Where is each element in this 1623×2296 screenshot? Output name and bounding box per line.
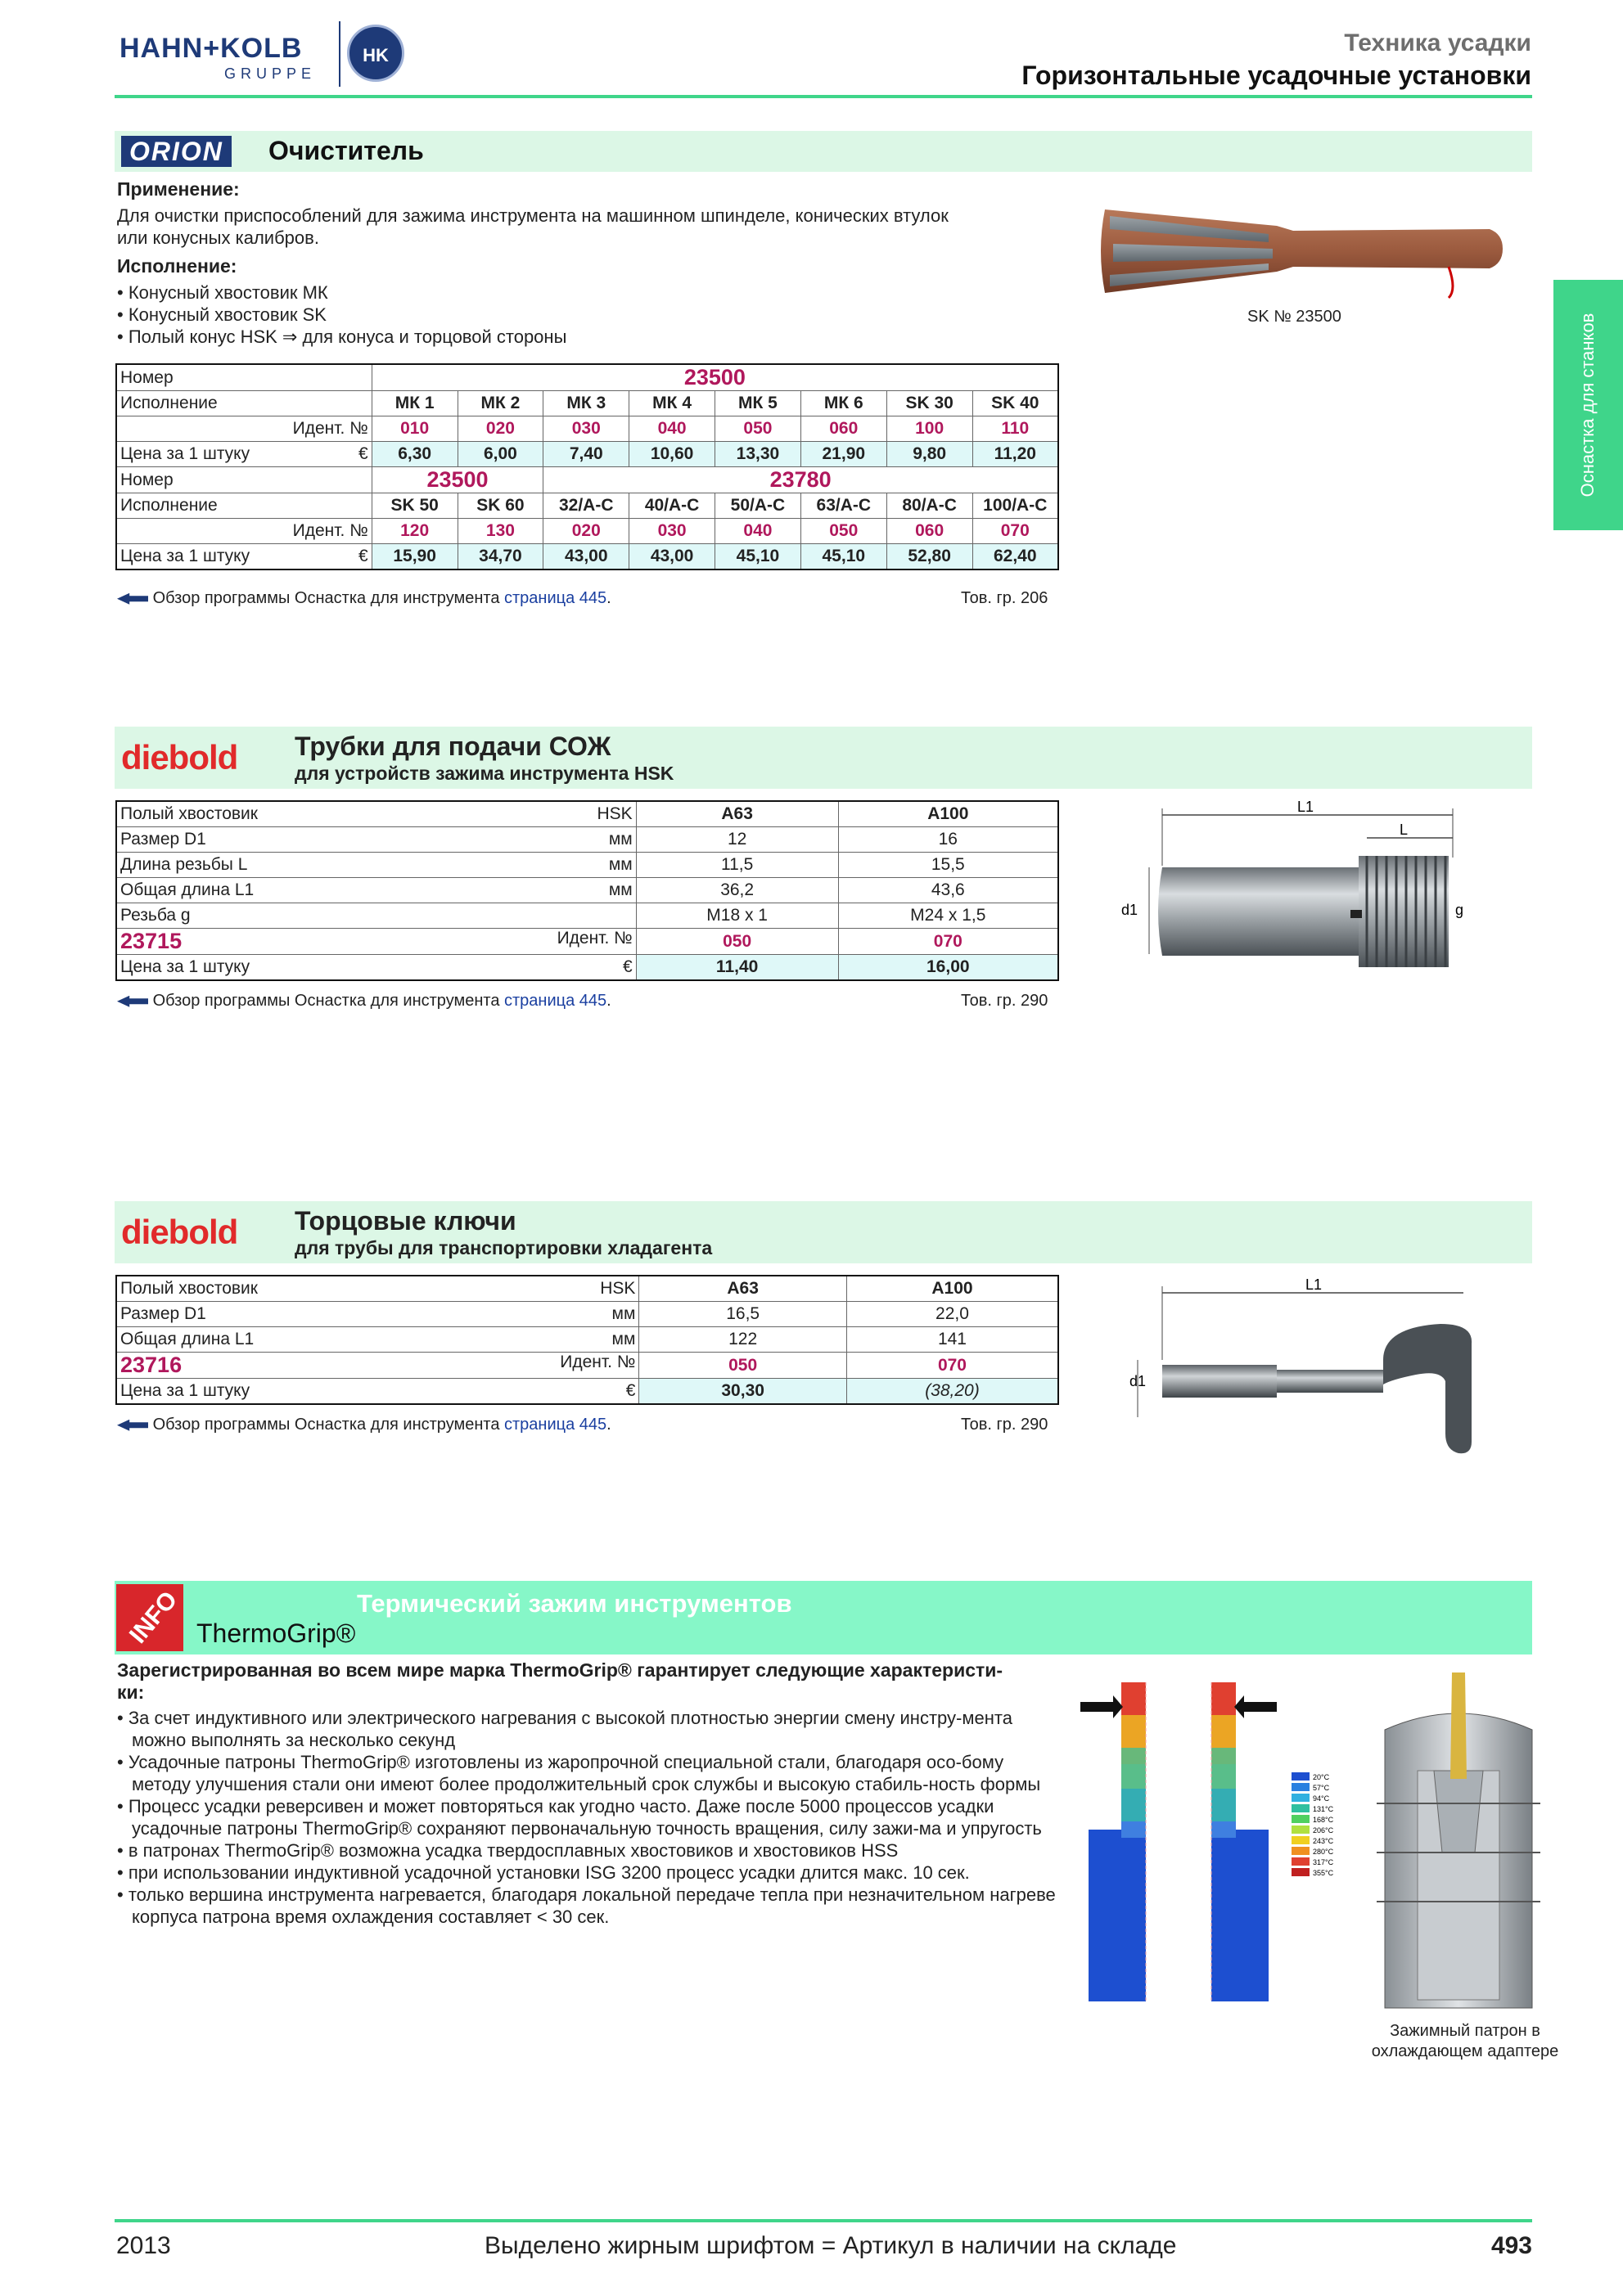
thermogrip-intro: Зарегистрированная во всем мире марка ThermoGrip® гарантирует следующие характеристи- ки: (117, 1659, 1003, 1703)
side-tab-label: Оснастка для станков (1577, 313, 1598, 497)
list-item: • только вершина инструмента нагревается, благодаря локальной передаче тепла при незначительном нагреве корпуса патрона время охлаждения составляет < 30 сек. (117, 1884, 1056, 1927)
table-row: Размер D1 мм 16,5 22,0 (116, 1302, 1058, 1327)
list-item: • Процесс усадки реверсивен и может повторяться как угодно часто. Даже после 5000 процессов усадки усадочные патроны ThermoGrip® сохраняют первоначальную точность вращения, силу зажи-ма и упругость (117, 1796, 1042, 1839)
section-title: Термический зажим инструментов (357, 1589, 792, 1618)
table-row: Цена за 1 штуку € 15,90 34,70 43,00 43,00 45,10 45,10 52,80 62,40 (116, 544, 1058, 570)
thermal-simulation-image (1080, 1666, 1359, 2010)
arrow-left-icon (117, 1420, 148, 1431)
table-row: Исполнение SK 50 SK 60 32/A-C 40/A-C 50/A-C 63/A-C 80/A-C 100/A-C (116, 493, 1058, 519)
execution-list (117, 281, 690, 348)
table-row: Полый хвостовик HSK A63 A100 (116, 801, 1058, 827)
label-d1: d1 (1121, 902, 1138, 918)
label-d1: d1 (1129, 1373, 1147, 1389)
svg-text:280°C: 280°C (1313, 1848, 1334, 1856)
product-group: Тов. гр. 290 (961, 992, 1048, 1010)
list-item: • при использовании индуктивной усадочной установки ISG 3200 процесс усадки длится макс. 10 сек. (117, 1862, 970, 1883)
table-row: Длина резьбы L мм 11,5 15,5 (116, 853, 1058, 878)
coolant-tube-drawing (1121, 800, 1473, 997)
svg-text:206°C: 206°C (1313, 1826, 1334, 1835)
logo-subtext: GRUPPE (224, 65, 317, 82)
table-row: Общая длина L1 мм 122 141 (116, 1327, 1058, 1353)
thermogrip-logo: ThermoGrip® (196, 1618, 356, 1648)
product-group: Тов. гр. 206 (961, 589, 1048, 607)
section-subtitle: для трубы для транспортировки хладагента (295, 1237, 713, 1258)
list-item: • в патронах ThermoGrip® возможна усадка твердосплавных хвостовиков и хвостовиков HSS (117, 1840, 899, 1861)
section-subtitle: для устройств зажима инструмента HSK (295, 763, 674, 784)
table-row: 23716 Идент. № 050 070 (116, 1353, 1058, 1379)
arrow-left-icon (117, 996, 148, 1007)
list-item: • Усадочные патроны ThermoGrip® изготовлены из жаропрочной специальной стали, благодаря осо-бому методу улучшения стали они имеют более продолжительный срок службы и высокую стабиль-ность формы (117, 1752, 1041, 1794)
logo-divider (339, 21, 340, 87)
page-title: Горизонтальные усадочные установки (1021, 61, 1531, 90)
table-row: Идент. № 120 130 020 030 040 050 060 070 (116, 519, 1058, 544)
list-item: • За счет индуктивного или электрического нагревания с высокой плотностью энергии смену инстру-мента можно выполнять за несколько секунд (117, 1708, 1012, 1750)
label-l: L (1400, 822, 1409, 838)
diebold-logo: diebold (121, 738, 238, 777)
article-number: 23780 (543, 467, 1058, 493)
product-group: Тов. гр. 290 (961, 1416, 1048, 1434)
list-item: • Конусный хвостовик МК (117, 282, 328, 303)
table-row: Идент. № 010 020 030 040 050 060 100 110 (116, 416, 1058, 442)
table-row: Номер 23500 23780 (116, 467, 1058, 493)
footer-note: Выделено жирным шрифтом = Артикул в наличии на складе (485, 2232, 1177, 2259)
cleaner-image-caption: SK № 23500 (1247, 308, 1341, 326)
table-row: 23715 Идент. № 050 070 (116, 929, 1058, 955)
coolant-tube-table (115, 800, 1059, 981)
svg-text:168°C: 168°C (1313, 1816, 1334, 1824)
face-wrench-drawing (1121, 1278, 1473, 1458)
table-row: Полый хвостовик HSK A63 A100 (116, 1276, 1058, 1302)
footer-rule (115, 2219, 1532, 2222)
label-l1: L1 (1305, 1278, 1323, 1293)
svg-text:131°C: 131°C (1313, 1805, 1334, 1813)
svg-text:243°C: 243°C (1313, 1837, 1334, 1845)
section-title: Трубки для подачи СОЖ (295, 732, 611, 761)
program-overview-link[interactable]: Обзор программы Оснастка для инструмента страница 445. (117, 992, 611, 1011)
table-row: Цена за 1 штуку € 6,30 6,00 7,40 10,60 13,30 21,90 9,80 11,20 (116, 442, 1058, 467)
svg-text:355°C: 355°C (1313, 1869, 1334, 1877)
table-row: Резьба g M18 x 1 M24 x 1,5 (116, 903, 1058, 929)
brand-logo (119, 21, 414, 87)
list-item: • Конусный хвостовик SK (117, 304, 327, 325)
logo-emblem-icon: HK (347, 25, 404, 82)
application-label: Применение: (117, 178, 240, 200)
table-row: Цена за 1 штуку € 30,30 (38,20) (116, 1379, 1058, 1405)
label-g: g (1455, 902, 1464, 918)
label-l1: L1 (1297, 800, 1314, 815)
info-badge-icon: INFO (116, 1584, 183, 1651)
header-category: Техника усадки (1344, 29, 1531, 56)
section-title: Торцовые ключи (295, 1206, 516, 1236)
application-text: Для очистки приспособлений для зажима инструмента на машинном шпинделе, конических втулок или конусных калибров. (117, 205, 949, 248)
face-wrench-table (115, 1275, 1059, 1405)
list-item: • Полый конус HSK ⇒ для конуса и торцовой стороны (117, 326, 567, 347)
svg-text:94°C: 94°C (1313, 1794, 1330, 1803)
article-number: 23500 (372, 467, 543, 493)
section-title: Очиститель (268, 136, 424, 165)
article-number: 23716 (120, 1353, 183, 1377)
cooling-adapter-image (1377, 1672, 1540, 2016)
svg-text:20°C: 20°C (1313, 1773, 1330, 1781)
arrow-left-icon (117, 593, 148, 605)
page-number: 493 (1490, 2232, 1532, 2259)
svg-text:57°C: 57°C (1313, 1784, 1330, 1792)
cooling-adapter-caption: Зажимный патрон в охлаждающем адаптере (1371, 2022, 1559, 2060)
cleaner-product-image (1097, 193, 1506, 308)
header-rule (115, 95, 1532, 98)
orion-logo: ORION (121, 136, 232, 167)
table-row: Цена за 1 штуку € 11,40 16,00 (116, 955, 1058, 981)
article-number: 23500 (372, 364, 1058, 391)
cleaner-table (115, 363, 1059, 570)
execution-label: Исполнение: (117, 255, 237, 277)
program-overview-link[interactable]: Обзор программы Оснастка для инструмента страница 445. (117, 1416, 611, 1434)
diebold-logo: diebold (121, 1213, 238, 1251)
side-tab[interactable] (1553, 280, 1623, 530)
table-row: Размер D1 мм 12 16 (116, 827, 1058, 853)
table-row: Исполнение МК 1 МК 2 МК 3 МК 4 МК 5 МК 6 SK 30 SK 40 (116, 391, 1058, 416)
thermogrip-features (117, 1707, 1066, 1928)
footer-year: 2013 (116, 2232, 171, 2259)
logo-text: HAHN+KOLB (119, 33, 303, 64)
table-row: Общая длина L1 мм 36,2 43,6 (116, 878, 1058, 903)
svg-text:317°C: 317°C (1313, 1858, 1334, 1866)
article-number: 23715 (120, 929, 183, 953)
program-overview-link[interactable]: Обзор программы Оснастка для инструмента страница 445. (117, 589, 611, 608)
table-row: Номер 23500 (116, 364, 1058, 391)
